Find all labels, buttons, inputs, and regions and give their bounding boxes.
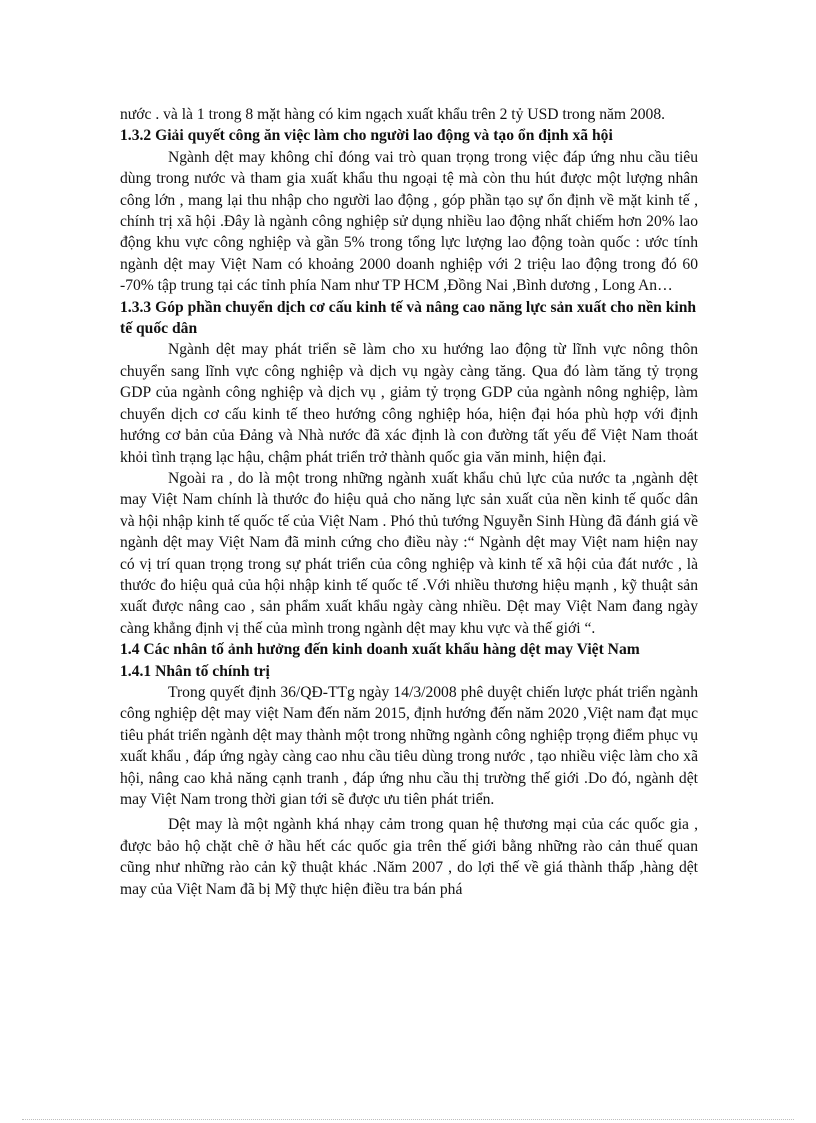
paragraph: Dệt may là một ngành khá nhạy cảm trong quan hệ thương mại của các quốc gia , được bảo hộ chặt chẽ ở hầu hết các quốc gia trên thế giới bằng những rào cản thuế quan cũng như những rào cản kỹ thuật khác .Năm 2007 , do lợi thế về giá thành thấp ,hàng dệt may của Việt Nam đã bị Mỹ thực hiện điều tra bán phá [120,816,698,898]
paragraph: Ngành dệt may không chỉ đóng vai trò quan trọng trong việc đáp ứng nhu cầu tiêu dùng trong nước và tham gia xuất khẩu thu ngoại tệ mà còn thu hút được một lượng nhân công lớn , mang lại thu nhập cho người lao động , góp phần tạo sự ổn định về mặt kinh tế , chính trị xã hội .Đây là ngành công nghiệp sử dụng nhiều lao động nhất chiếm hơn 20% lao động khu vực công nghiệp và gần 5% trong tổng lực lượng lao động toàn quốc : ước tính ngành dệt may Việt Nam có khoảng 2000 doanh nghiệp với 2 triệu lao động trong đó 60 -70% tập trung tại các tỉnh phía Nam như TP HCM ,Đồng Nai ,Bình dương , Long An… [120,148,698,295]
paragraph: Ngành dệt may phát triển sẽ làm cho xu hướng lao động từ lĩnh vực nông thôn chuyển sang lĩnh vực công nghiệp và dịch vụ ngày càng tăng. Qua đó làm tăng tỷ trọng GDP của ngành công nghiệp và dịch vụ , giảm tỷ trọng GDP của ngành nông nghiệp, làm chuyển dịch cơ cấu kinh tế theo hướng công nghiệp hóa, hiện đại hóa phù hợp với định hướng cơ bản của Đảng và Nhà nước đã xác định là con đường tất yếu để Việt Nam thoát khỏi tình trạng lạc hậu, chậm phát triển trở thành quốc gia văn minh, hiện đại. [120,341,698,466]
page-bottom-rule [22,1119,794,1120]
paragraph: Trong quyết định 36/QĐ-TTg ngày 14/3/2008 phê duyệt chiến lược phát triển ngành công nghiệp dệt may việt Nam đến năm 2015, định hướng đến năm 2020 ,Việt nam đạt mục tiêu phát triển ngành dệt may thành một trong những ngành công nghiệp trọng điểm phục vụ xuất khẩu , đáp ứng ngày càng cao nhu cầu tiêu dùng trong nước , tạo nhiều việc làm cho xã hội, nâng cao khả năng cạnh tranh , đáp ứng nhu cầu thị trường thế giới .Do đó, ngành dệt may Việt Nam trong thời gian tới sẽ được ưu tiên phát triển. [120,683,698,808]
section-heading: 1.3.2 Giải quyết công ăn việc làm cho người lao động và tạo ổn định xã hội [120,127,613,145]
document-page [120,104,698,900]
subsection-heading: 1.4.1 Nhân tố chính trị [120,662,270,680]
section-heading: 1.4 Các nhân tố ảnh hưởng đến kinh doanh xuất khẩu hàng dệt may Việt Nam [120,641,640,659]
paragraph: Ngoài ra , do là một trong những ngành xuất khẩu chủ lực của nước ta ,ngành dệt may Việt Nam chính là thước đo hiệu quả cho năng lực sản xuất của nền kinh tế quốc dân và hội nhập kinh tế quốc tế của Việt Nam . Phó thủ tướng Nguyễn Sinh Hùng đã đánh giá về ngành dệt may Việt Nam đã minh cứng cho điều này :“ Ngành dệt may Việt nam hiện nay có vị trí quan trọng trong sự phát triển của công nghiệp và kinh tế xã hội của đát nước , là thước đo hiệu quả của hội nhập kinh tế quốc tế .Với nhiều thương hiệu mạnh , kỹ thuật sản xuất được nâng cao , sản phẩm xuất khẩu ngày càng nhiều. Dệt may Việt Nam đang ngày càng khẳng định vị thế của mình trong ngành dệt may khu vực và thế giới “. [120,469,698,637]
paragraph: nước . và là 1 trong 8 mặt hàng có kim ngạch xuất khẩu trên 2 tỷ USD trong năm 2008. [120,106,666,123]
section-heading: 1.3.3 Góp phần chuyển dịch cơ cấu kinh tế và nâng cao năng lực sản xuất cho nền kinh tế quốc dân [120,298,697,338]
